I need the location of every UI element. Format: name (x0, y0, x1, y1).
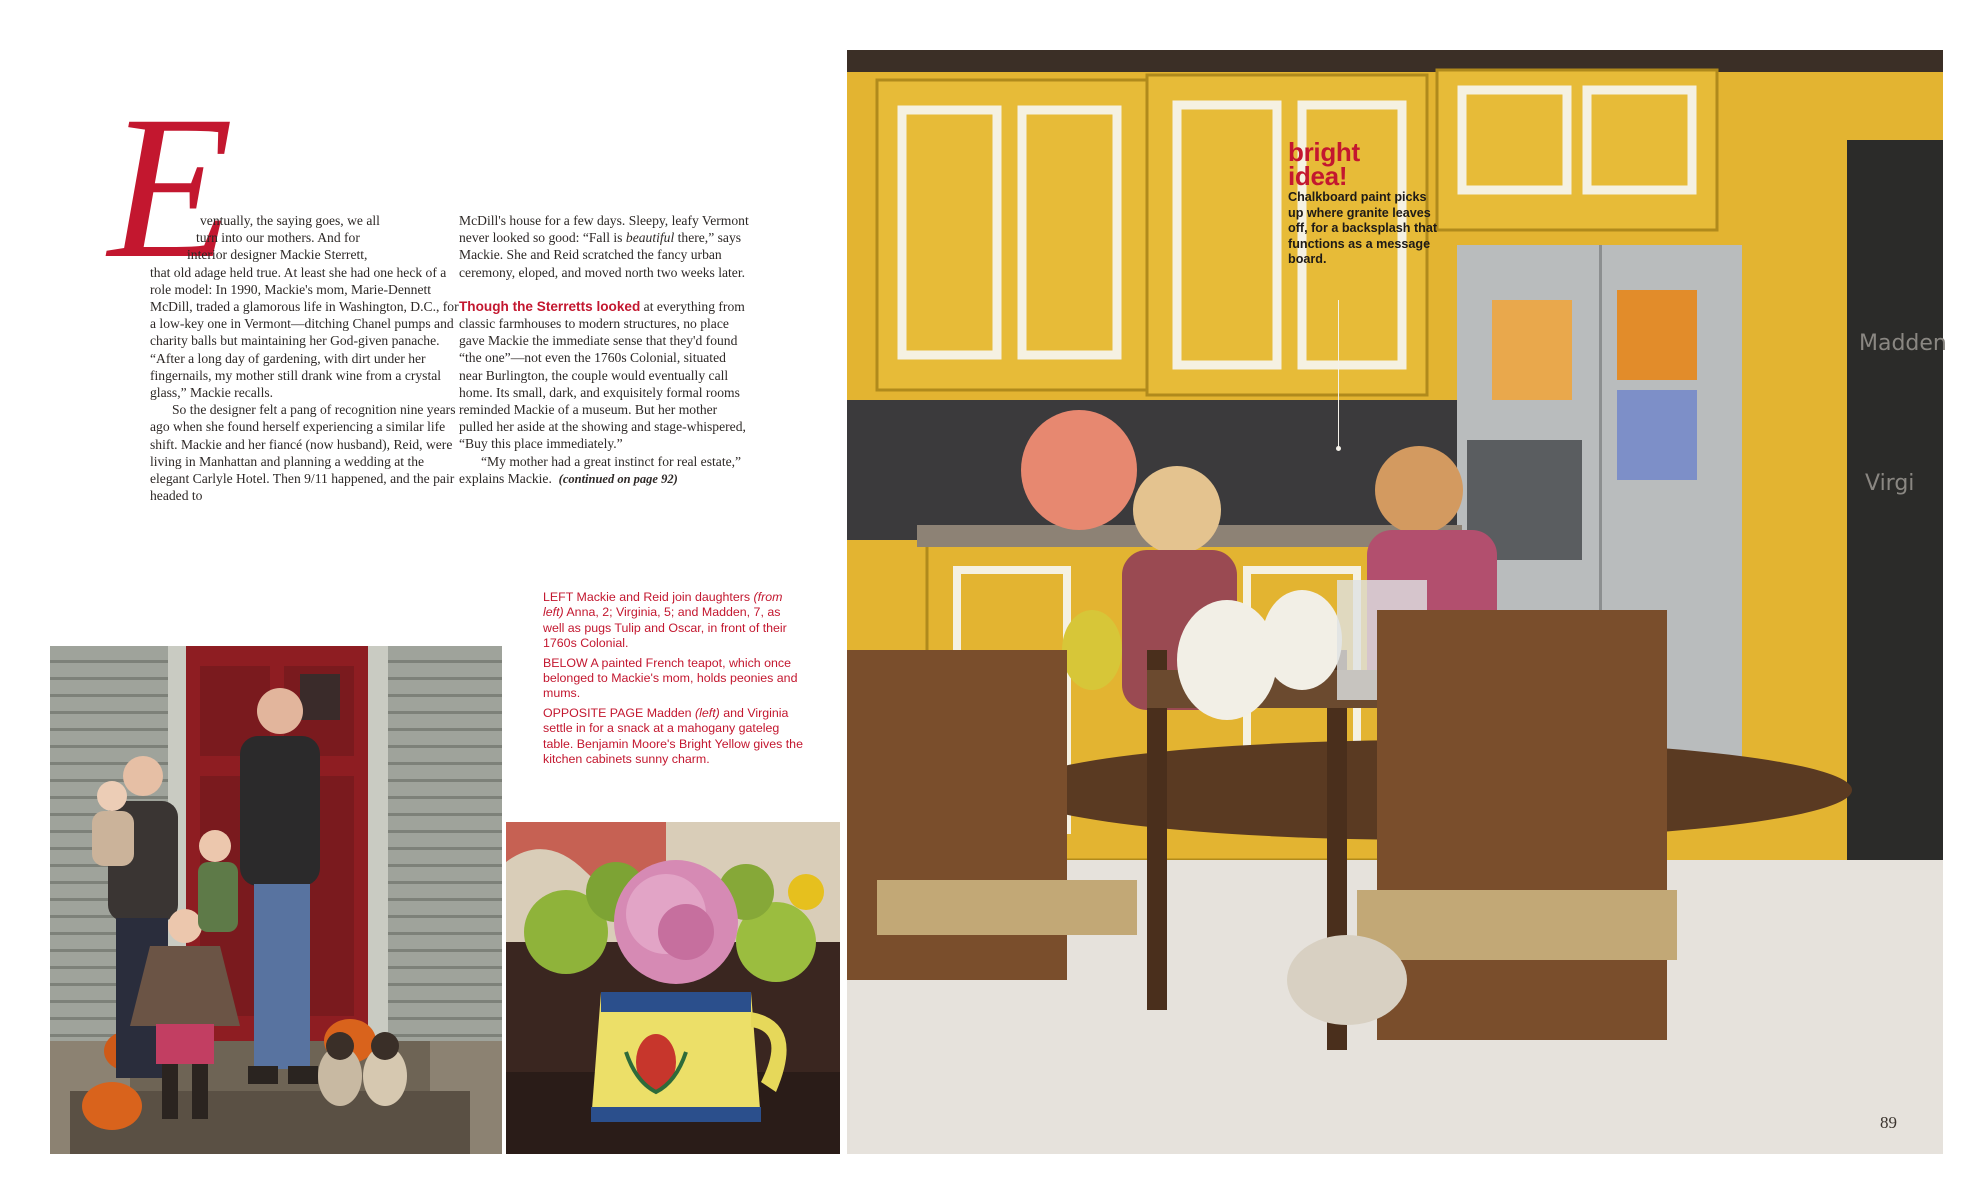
teapot-photo (506, 822, 840, 1154)
svg-text:Madden: Madden (1859, 331, 1947, 356)
paragraph-1: that old adage held true. At least she had one heck of a role model: In 1990, Mackie's mom, Marie-Dennett McDill, traded a glamorous life in Washington, D.C., for a low-key one in Vermont—ditching Chanel pumps and charity balls but maintaining her God-given panache. “After a long day of gardening, with dirt under her fingernails, my mother still drank wine from a crystal glass,” Mackie recalls. (150, 264, 459, 401)
page-number: 89 (1880, 1113, 1897, 1132)
callout-heading-line-2: idea! (1288, 161, 1348, 191)
callout-heading-line-1: bright (1288, 137, 1360, 167)
third-line: interior designer Mackie Sterrett, (187, 247, 368, 263)
caption-opposite: OPPOSITE PAGE Madden (left) and Virginia settle in for a snack at a mahogany gateleg table. Benjamin Moore's Bright Yellow gives the kitchen cabinets sunny charm. (543, 705, 803, 767)
paragraph-3: McDill's house for a few days. Sleepy, leafy Vermont never looked so good: “Fall is beautiful there,” says Mackie. She and Reid scratched the fancy urban ceremony, eloped, and moved north two weeks later. (459, 213, 749, 280)
first-line: ventually, the saying goes, we all (200, 213, 380, 228)
second-line: turn into our mothers. And for (196, 230, 360, 246)
callout-body: Chalkboard paint picks up where granite leaves off, for a backsplash that functions as a message board. (1288, 190, 1438, 267)
family-photo (50, 646, 502, 1154)
svg-text:E: E (108, 74, 234, 301)
run-in-lead: Though the Sterretts looked (459, 298, 641, 314)
paragraph-4: Though the Sterretts looked at everything from classic farmhouses to modern structures, no place gave Mackie the immediate sense that they'd found “the one”—not even the 1760s Colonial, situated near Burlington, the couple would eventually call home. Its small, dark, and exquisitely formal rooms reminded Mackie of a museum. But her mother pulled her aside at the showing and stage-whispered, “Buy this place immediately.” (459, 298, 746, 452)
bright-idea-callout (1288, 137, 1438, 268)
body-column-1 (150, 212, 462, 504)
photo-captions (543, 590, 805, 771)
callout-leader-line (1338, 300, 1339, 448)
continued-note: (continued on page 92) (558, 471, 678, 486)
callout-leader-dot (1336, 446, 1341, 451)
paragraph-5: “My mother had a great instinct for real estate,” explains Mackie. (continued on page 92) (459, 453, 742, 486)
paragraph-2: So the designer felt a pang of recognition nine years ago when she found herself experiencing a similar life shift. Mackie and her fiancé (now husband), Reid, were living in Manhattan and planning a wedding at the elegant Carlyle Hotel. Then 9/11 happened, and the pair headed to (150, 402, 456, 504)
caption-below: BELOW A painted French teapot, which once belonged to Mackie's mom, holds peonies and mums. (543, 655, 798, 701)
body-column-2 (459, 212, 749, 488)
caption-left: LEFT Mackie and Reid join daughters (from left) Anna, 2; Virginia, 5; and Madden, 7, as well as pugs Tulip and Oscar, in front of their 1760s Colonial. (543, 590, 787, 651)
svg-text:Virgi: Virgi (1865, 471, 1915, 496)
